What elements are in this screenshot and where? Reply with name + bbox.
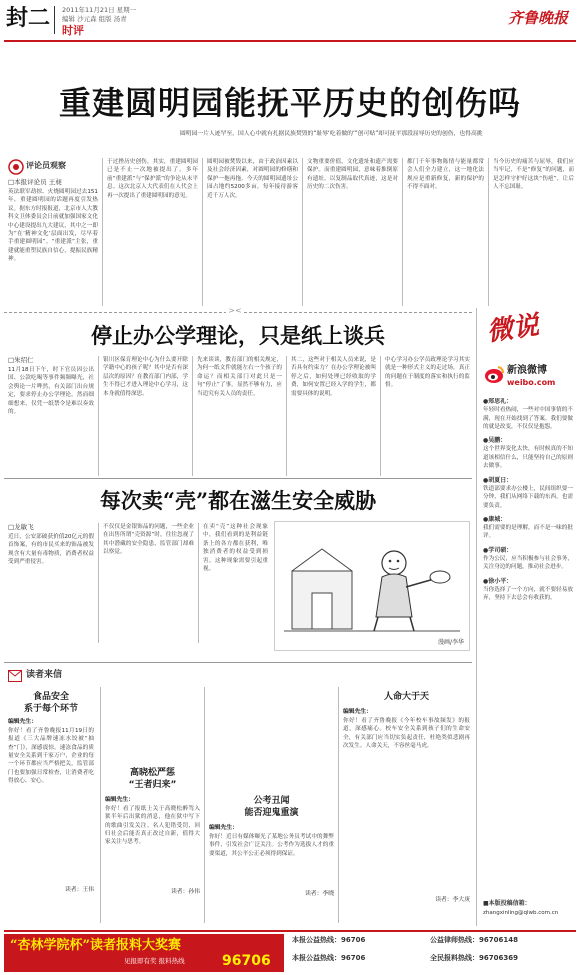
- weibo-post-body: 我们需要的是理解，而不是一味的批评。: [483, 525, 573, 540]
- weibo-post-handle: ●康城：: [483, 515, 507, 523]
- newspaper-logo: 齐鲁晚报: [508, 9, 569, 27]
- bottom-ad: [4, 930, 576, 972]
- hotline-item: 全民报料热线：96706369: [430, 954, 518, 962]
- article-2: [4, 318, 472, 478]
- letter-2-sign: 读者：孙伟: [171, 888, 200, 895]
- letter-3: [204, 687, 334, 923]
- article-3-byline: □龙敏飞: [8, 523, 34, 531]
- letter-1-salutation: 编辑先生：: [8, 719, 37, 725]
- commentator-badge: [8, 158, 72, 176]
- weibo-banner-glyph: 微说: [485, 310, 541, 348]
- article-2-col-5: 中心学习办公学员政理论学习其实就是一种形式主义的走过场，真正的问题在于制度的落实和执行的监督。: [380, 356, 470, 476]
- letter-2-title: 高晓松严惩 “王者归来”: [128, 768, 177, 790]
- lead-col-2: 于过挫历史创伤。其实，重建圆明园已是不止一次地被提出了。多年前“重建派”与“保护派”的争论从未平息。这次北京人大代表们在人代会上再一次提出了重建圆明园的意见。: [102, 158, 198, 306]
- letter-3-body: 你好！近日有媒体曝光了某地公务员考试中的舞弊事件，引发社会广泛关注。公考作为选拔人才的重要渠道，其公平公正必须得到保证。: [209, 833, 334, 857]
- letter-3-sign: 读者：李晓: [305, 890, 334, 897]
- header-rule: [4, 40, 576, 42]
- article-2-col-3: 先来谈谈，教育部门的相关规定，为何一纸文件就能左右一个孩子的命运？而相关部门对此只是一句“停止”了事，显然不够有力，应当追究有关人员的责任。: [192, 356, 282, 476]
- article-2-byline: □朱绍仁: [8, 356, 34, 364]
- lead-col-5: 都门千年事物陈情与能量都常会人们全力建立，这一地化法规应是重新修复，新的保护的不得不面对。: [402, 158, 484, 306]
- reader-letters-label: 读者来信: [26, 670, 63, 680]
- weibo-post-body: 这个世界变化太快，有时候真的不知道该相信什么，只能坚持自己的原则去做事。: [483, 446, 573, 470]
- weibo-post: [483, 437, 573, 470]
- weibo-url: weibo.com: [507, 378, 556, 387]
- letter-4-salutation: 编辑先生：: [343, 709, 372, 716]
- lead-subheading: 圆明园一片人迹罕至，国人心中就有扎据民族焚毁的“耻辱‘吃着做的’”创可贴”却可抚平那段屈辱历史的创伤，也得高挑: [180, 131, 483, 137]
- article-3-col-3: 在卖“壳”这种社会现象中，我们看到的是利益链条上的各方都在获利，唯独消费者的权益受到损害，这种现象需要引起重视。: [198, 523, 268, 643]
- lead-col-3: 圆明园被焚毁以来，由于政治因素以及社会经济因素，对圆明园的修缮和保护一拖再拖。今天的圆明园遗址公园占地约5200多亩，每年接待游客近千万人次。: [202, 158, 298, 306]
- weibo-post: [483, 516, 573, 541]
- weibo-sidebar: [476, 308, 576, 926]
- letter-2-body: 你好！看了报纸上关于高晓松醉驾入狱半年后出狱的消息，他在狱中写下的歌曲引发关注。名人犯错受罚，回归社会后能否真正改过自新，值得大家关注与思考。: [105, 805, 200, 846]
- header-divider: [54, 6, 55, 34]
- contest-hotline: 96706: [222, 953, 271, 969]
- hotline-item: 本报公益热线：96706: [292, 936, 366, 944]
- column-name: 时评: [62, 24, 84, 37]
- article-2-headline: 停止办公学理论，只是纸上谈兵: [91, 323, 385, 348]
- article-3-col-1: 近日，公安部破获价值20亿元的假首饰案，有的市民买来的饰品被发现含有大量有毒物质，消费者权益受到严重侵害。: [8, 534, 94, 566]
- letter-4: [338, 687, 470, 923]
- lead-col-6: 当今历史的痛苦与屈辱，我们应当牢记，不是“修复”的问题，而是怎样守护好这块“伤疤”，让后人不忘国耻。: [488, 158, 574, 306]
- weibo-post: [483, 578, 573, 603]
- weibo-post-handle: ●徐小平：: [483, 577, 513, 585]
- editor-line: 编辑 沙元森 组版 汤青: [62, 15, 127, 23]
- weibo-post-handle: ●吴鹏：: [483, 437, 507, 445]
- lead-headline: 重建圆明园能抚平历史的创伤吗: [58, 84, 521, 122]
- hotline-item: 本报公益热线：96706: [292, 954, 366, 962]
- contest-hotline-prefix: 见报即有奖 报料热线: [124, 957, 185, 965]
- letter-1-sign: 读者：王伟: [65, 886, 94, 893]
- lead-col-1: 英法联军劫掠、火烧圆明园过去151年，重建圆明园的话题再度引发热议。据东方时报报道，北京市人大教科文卫体委员会日前就加强国家文化中心建设提出九大建议，其中之一即为“在‘精神文化’层面出发，尽早着手重建圆明园”。“重建派”主张，重建就能重塑民族自信心，提振民族精神。: [8, 189, 98, 263]
- section-label: 封二: [6, 5, 51, 31]
- weibo-eye-icon: [483, 364, 505, 386]
- letter-2-salutation: 编辑先生：: [105, 797, 134, 803]
- submission-footer-label: ■本版投稿信箱：: [483, 900, 531, 907]
- hotline-item: 公益律师热线：96706148: [430, 936, 518, 944]
- letter-4-title: 人命大于天: [383, 692, 429, 702]
- weibo-post: [483, 398, 573, 431]
- article-2-col-4: 其二，这些对于相关人员来说，是否具有约束力？在办公学理论被叫停之后，如何处理已经收取的学费，如何安置已经入学的学生，都需要具体的说明。: [286, 356, 376, 476]
- submission-email[interactable]: zhangxinling@qlwb.com.cn: [483, 910, 559, 916]
- commentator-icon: [8, 159, 24, 175]
- article-2-col-2: 银川区保育理论中心为什么要开除学籍中心的孩子呢？其中是否有深层次的原因？在教育部门内部，学生不得已才进入理论中心学习，这本身就值得深思。: [98, 356, 188, 476]
- separator-1-ornament: ><: [226, 306, 244, 316]
- weibo-post-handle: ●胡夏日：: [483, 476, 513, 484]
- weibo-post: [483, 477, 573, 510]
- contest-banner: [4, 934, 284, 972]
- weibo-post-body: 作为公民，应当积极参与社会事务，关注身边的问题，推动社会进步。: [483, 555, 573, 571]
- letter-3-title: 公考丑闻 能否迎鬼重演: [244, 796, 299, 818]
- weibo-logo: [483, 362, 573, 392]
- cartoon-credit: 漫画/李华: [437, 638, 464, 646]
- weibo-post-body: 年轻时看热闹，一些对中国事情的不满，现在开始找到了答案。我们要做的就是改变，不仅仅是抱怨。: [483, 407, 573, 430]
- article-3-headline: 每次卖“壳”都在滋生安全威胁: [99, 488, 377, 513]
- reader-letters-header: [8, 669, 88, 683]
- commentator-label: 评论员观察: [26, 161, 66, 170]
- letter-4-body: 你好！看了齐鲁晚报《今年校车事故频发》的报道，深感痛心。校车安全关系到孩子们的生命安全，有关部门应当切实负起责任，杜绝类似悲剧再次发生。人命关天，不容丝毫马虎。: [343, 717, 470, 750]
- weibo-posts: [483, 398, 573, 888]
- letter-3-salutation: 编辑先生：: [209, 825, 238, 831]
- lead-article: [4, 46, 576, 308]
- letter-2: [100, 687, 200, 923]
- page-header: [0, 0, 580, 42]
- weibo-post-body: 铁道部要求办公楼上，民间组织要一分钟，我们从网络下载的东西，也需要负责。: [483, 485, 573, 509]
- weibo-post-body: 当你选择了一个方向，就不要轻易放弃，坚持下去总会有收获的。: [483, 586, 573, 602]
- weibo-post-handle: ●郑思礼：: [483, 398, 513, 405]
- reader-letters: [4, 662, 472, 926]
- date-line: 2011年11月21日 星期一: [62, 6, 137, 14]
- envelope-icon: [8, 670, 22, 682]
- lead-byline: □本报评论员 王昶: [8, 178, 62, 186]
- letter-4-sign: 读者：李大庚: [435, 896, 470, 903]
- letter-1-body: 你好！看了齐鲁晚报11月19日的报道《三大品牌速冻水饺被“抽查”门》，深感震惊。速冻食品的质量安全关系到千家万户，企业的每一个环节都应当严格把关，监管部门也要加强日常检查，让消费者吃得放心、安心。: [8, 727, 94, 785]
- letter-1-title: 食品安全 系于每个环节: [23, 692, 78, 714]
- weibo-post-handle: ●学司硕：: [483, 546, 513, 554]
- article-2-col-1: 11月18日下午，时下官员因公出国、公款吃喝等事件频频曝光，社会舆论一片哗然，有关部门出台规定，要求停止办公学理论。然而细细想来，仅凭一纸禁令是难以奏效的。: [8, 367, 94, 416]
- weibo-post: [483, 547, 573, 572]
- lead-col-4: 文物重要价值，文化遗址和遗产需要保护。而重建圆明园，意味着推倒原有遗址，以复制品取代真迹，这是对历史的二次伤害。: [302, 158, 398, 306]
- weibo-label: 新浪微博: [507, 365, 547, 376]
- article-3: [4, 478, 472, 658]
- hotline-list: [292, 936, 576, 972]
- cartoon-illustration: [274, 521, 470, 651]
- contest-title: “杏林学院杯”读者报料大奖赛: [10, 938, 181, 953]
- letter-1: [8, 687, 94, 923]
- article-3-col-2: 不仅仅是金银饰品的问题，一些企业在出售所谓“壳资源”时，往往忽视了其中潜藏的安全隐患，监管部门却难以察觉。: [98, 523, 194, 643]
